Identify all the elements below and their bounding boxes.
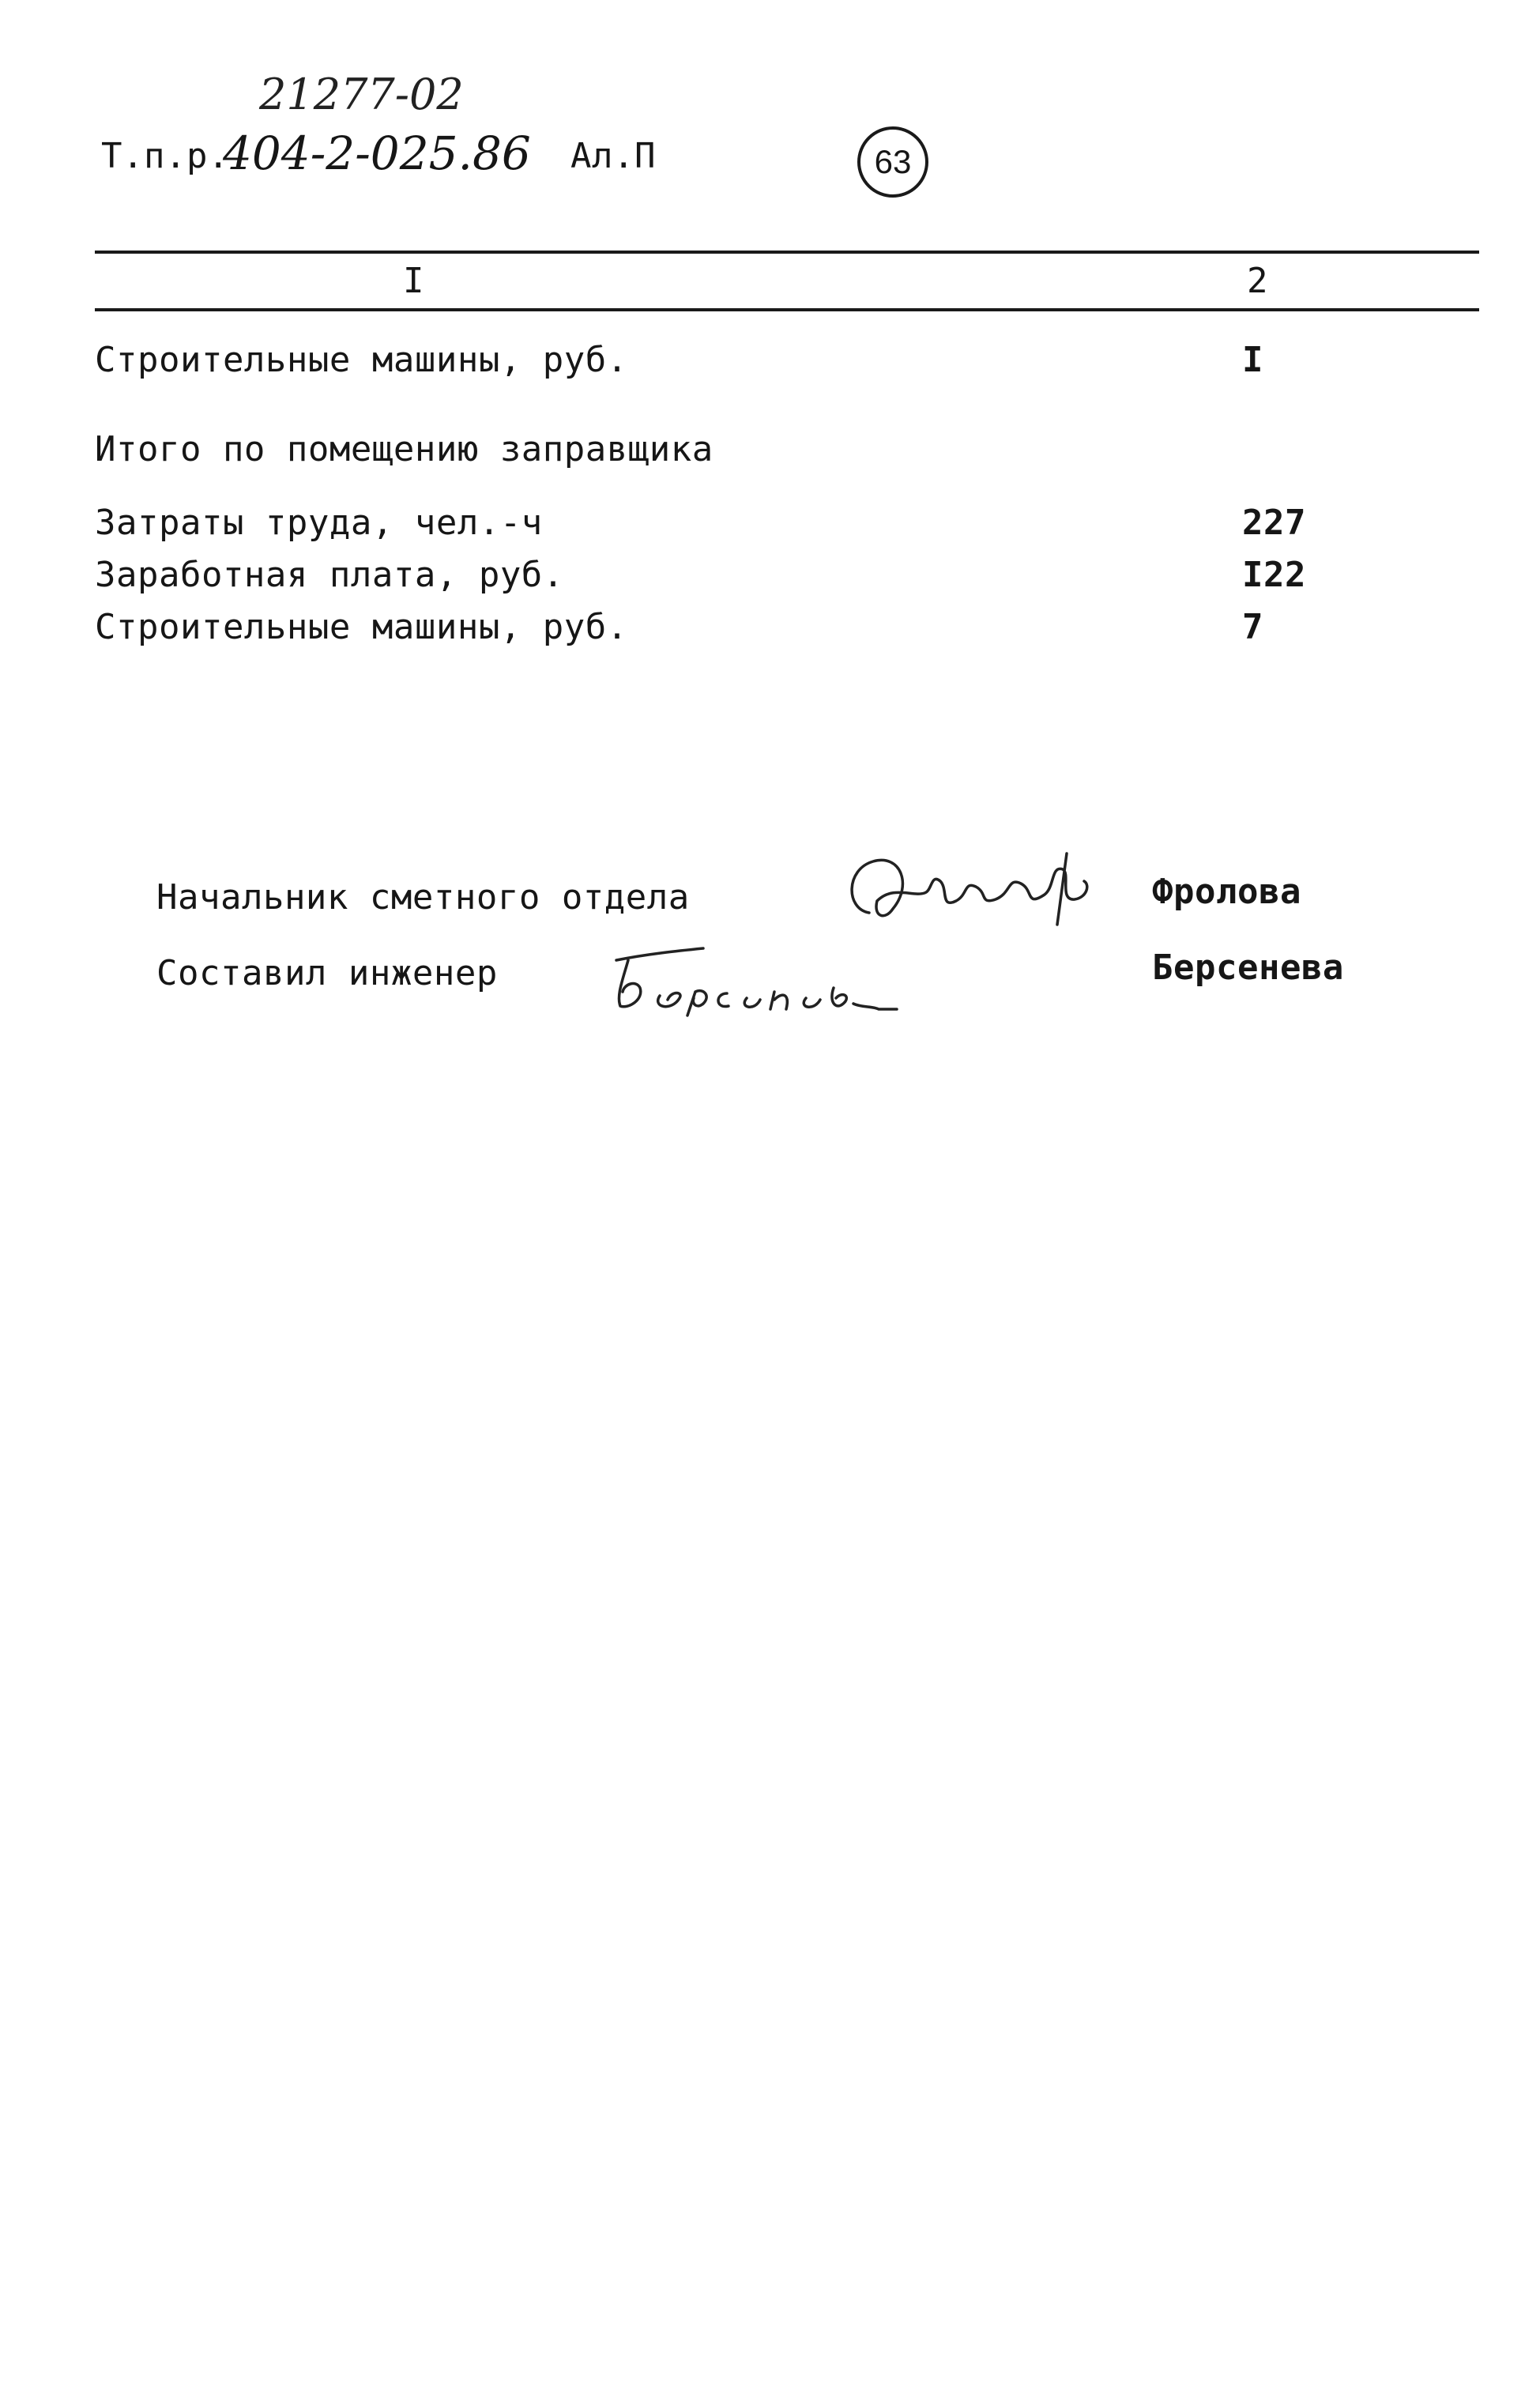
table-row-value: 7 bbox=[1242, 607, 1263, 647]
document-prefix: Т.п.р. bbox=[101, 136, 229, 176]
page-number-badge bbox=[857, 126, 928, 198]
signatory-name: Фролова bbox=[1152, 872, 1301, 912]
table-row-label: Затраты труда, чел.-ч bbox=[95, 503, 543, 543]
table-row-value: I22 bbox=[1242, 555, 1306, 595]
archive-number: 21277-02 bbox=[259, 70, 464, 119]
table-top-rule bbox=[95, 251, 1479, 254]
handwritten-signature-berseneva bbox=[585, 936, 901, 1023]
page-number: 63 bbox=[874, 143, 912, 180]
signatory-name: Берсенева bbox=[1152, 948, 1344, 988]
signature-role: Начальник сметного отдела bbox=[156, 877, 690, 918]
column-header-1: I bbox=[403, 261, 424, 301]
signature-role: Составил инженер bbox=[156, 953, 498, 993]
table-row-label: Строительные машины, руб. bbox=[95, 340, 628, 380]
section-title: Итого по помещению заправщика bbox=[95, 429, 714, 469]
column-header-2: 2 bbox=[1247, 261, 1268, 301]
table-row-label: Заработная плата, руб. bbox=[95, 555, 564, 595]
table-row-value: I bbox=[1242, 340, 1263, 380]
table-row-value: 227 bbox=[1242, 503, 1306, 543]
handwritten-signature-frolova bbox=[838, 838, 1106, 940]
table-header-rule bbox=[95, 308, 1479, 311]
document-code: 404-2-025.86 bbox=[223, 126, 531, 180]
table-row-label: Строительные машины, руб. bbox=[95, 607, 628, 647]
album-number: Ал.П bbox=[570, 136, 656, 176]
